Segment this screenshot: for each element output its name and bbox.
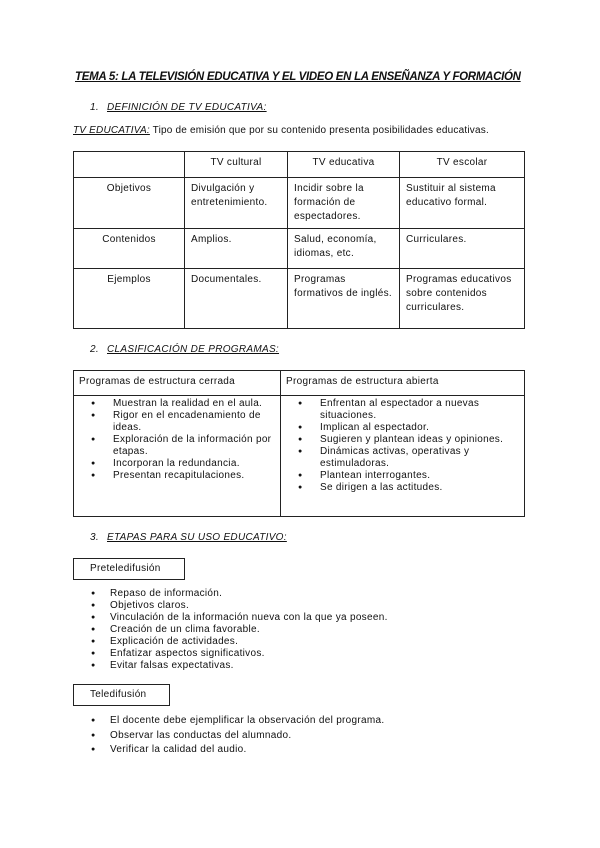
table-row [74,229,525,269]
table-cell: Amplios. [185,229,288,269]
header-cell: TV educativa [288,152,400,178]
program-classification-table [73,370,525,517]
table-cell: Curriculares. [400,229,525,269]
definition-text: Tipo de emisión que por su contenido presenta posibilidades educativas. [149,125,489,136]
section-number: 1. [90,102,99,113]
header-cell: TV cultural [185,152,288,178]
tv-types-table [73,151,525,329]
section-label: ETAPAS PARA SU USO EDUCATIVO: [107,532,287,543]
list-item: ● Explicación de actividades. [80,636,388,648]
list-item: ● Enfrentan al espectador a nuevas situaciones. [298,398,519,422]
list-item: ● Presentan recapitulaciones. [91,470,275,482]
section-3-heading [90,532,287,543]
list-item: ● Incorporan la redundancia. [91,458,275,470]
list-item: ● Verificar la calidad del audio. [80,743,384,758]
header-cell: Programas de estructura abierta [281,371,525,396]
list-item: ● Observar las conductas del alumnado. [80,729,384,744]
section-1-heading [90,102,267,113]
closed-list-cell [74,396,281,517]
section-label: DEFINICIÓN DE TV EDUCATIVA: [107,102,267,113]
row-header: Objetivos [74,178,185,229]
table-cell: Incidir sobre la formación de espectadores. [288,178,400,229]
list-item: ● Vinculación de la información nueva con la que ya poseen. [80,612,388,624]
document-title: TEMA 5: LA TELEVISIÓN EDUCATIVA Y EL VIDEO EN LA ENSEÑANZA Y FORMACIÓN [75,71,521,83]
table-cell: Divulgación y entretenimiento. [185,178,288,229]
open-list-cell [281,396,525,517]
section-2-heading [90,344,279,355]
list-item: ● Implican al espectador. [298,422,519,434]
list-item: ● El docente debe ejemplificar la observación del programa. [80,714,384,729]
row-header: Contenidos [74,229,185,269]
list-item: ● Creación de un clima favorable. [80,624,388,636]
list-item: ● Muestran la realidad en el aula. [91,398,275,410]
list-item: ● Evitar falsas expectativas. [80,660,388,672]
list-item: ● Dinámicas activas, operativas y estimuladoras. [298,446,519,470]
table-row [74,396,525,517]
list-item: ● Exploración de la información por etapas. [91,434,275,458]
teledifusion-list [80,714,384,758]
row-header: Ejemplos [74,269,185,329]
preteledifusion-list [80,588,388,672]
table-cell: Salud, economía, idiomas, etc. [288,229,400,269]
table-row [74,269,525,329]
table-row [74,178,525,229]
header-cell: TV escolar [400,152,525,178]
preteledifusion-box: Preteledifusión [73,558,185,580]
list-item: ● Se dirigen a las actitudes. [298,482,519,494]
list-item: ● Rigor en el encadenamiento de ideas. [91,410,275,434]
list-item: ● Repaso de información. [80,588,388,600]
definition-term: TV EDUCATIVA: [73,125,150,136]
header-cell [74,152,185,178]
table-header-row [74,152,525,178]
table-cell: Programas educativos sobre contenidos curriculares. [400,269,525,329]
table-cell: Sustituir al sistema educativo formal. [400,178,525,229]
definition [73,125,489,136]
teledifusion-box: Teledifusión [73,684,170,706]
table-cell: Documentales. [185,269,288,329]
table-cell: Programas formativos de inglés. [288,269,400,329]
list-item: ● Objetivos claros. [80,600,388,612]
table-header-row [74,371,525,396]
list-item: ● Enfatizar aspectos significativos. [80,648,388,660]
list-item: ● Plantean interrogantes. [298,470,519,482]
section-label: CLASIFICACIÓN DE PROGRAMAS: [107,344,280,355]
section-number: 3. [90,532,99,543]
section-number: 2. [90,344,99,355]
list-item: ● Sugieren y plantean ideas y opiniones. [298,434,519,446]
header-cell: Programas de estructura cerrada [74,371,281,396]
